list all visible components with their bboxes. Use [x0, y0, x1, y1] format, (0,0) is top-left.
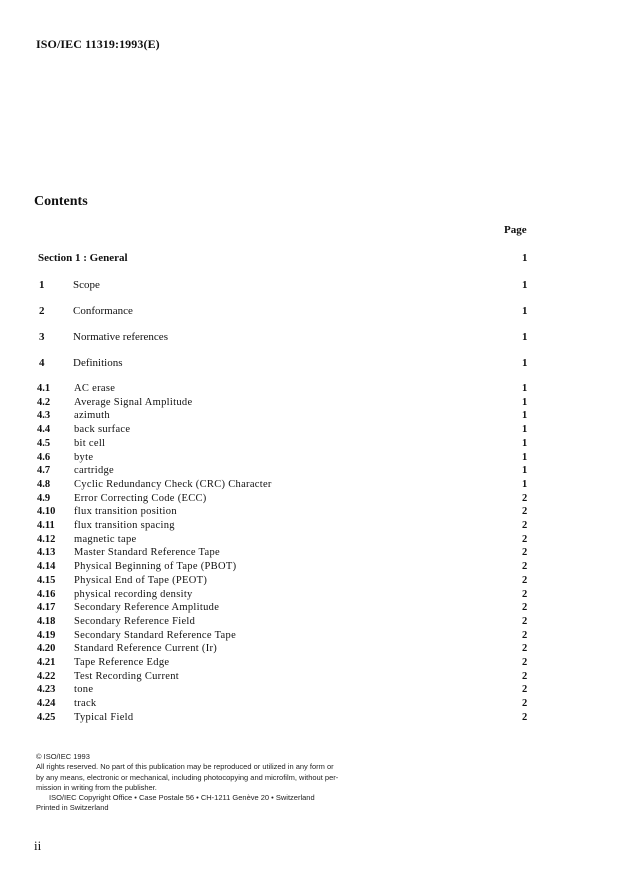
toc-sub-item [0, 396, 622, 409]
page-column-label: Page [504, 224, 527, 236]
toc-item-page: 2 [522, 506, 528, 518]
toc-item-title: Cyclic Redundancy Check (CRC) Character [74, 478, 272, 490]
toc-item-page: 2 [522, 602, 528, 614]
toc-item-page: 1 [522, 357, 528, 369]
toc-item-number: 4.24 [37, 698, 56, 710]
toc-item-number: 3 [39, 331, 45, 343]
toc-item-page: 1 [522, 396, 528, 408]
toc-sub-item [0, 519, 622, 532]
toc-item-page: 2 [522, 615, 528, 627]
toc-sub-item [0, 409, 622, 422]
toc-item-number: 4.6 [37, 451, 51, 463]
rights-line: All rights reserved. No part of this publication may be reproduced or utilized in any form or [36, 762, 334, 772]
toc-item-title: Master Standard Reference Tape [74, 547, 220, 559]
toc-item-number: 4.4 [37, 424, 51, 436]
toc-item-page: 1 [522, 451, 528, 463]
toc-item-title: Secondary Standard Reference Tape [74, 629, 237, 641]
printed-in-line: Printed in Switzerland [36, 803, 109, 813]
footer-page-number: ii [34, 838, 42, 853]
toc-item-page: 2 [522, 629, 528, 641]
toc-item-page: 2 [522, 547, 528, 559]
toc-item-number: 4.1 [37, 383, 51, 394]
toc-item-number: 4.22 [37, 670, 56, 682]
toc-item-title: Secondary Reference Field [74, 615, 196, 627]
toc-item-page: 2 [522, 574, 528, 586]
toc-item-number: 4.16 [37, 588, 56, 600]
section-page-number: 1 [522, 252, 528, 264]
copyright-notice [36, 752, 338, 814]
toc-item-page: 2 [522, 684, 528, 696]
toc-item-title: tone [74, 684, 94, 696]
toc-item-number: 4.14 [37, 561, 56, 573]
toc-item-title: azimuth [74, 410, 110, 422]
toc-sub-item [0, 492, 622, 505]
toc-item-number: 4.8 [37, 478, 51, 490]
toc-sub-item [0, 574, 622, 587]
toc-item-page: 1 [522, 478, 528, 490]
toc-item-page: 2 [522, 520, 528, 531]
toc-item-number: 2 [39, 305, 45, 317]
toc-item-page: 2 [522, 698, 528, 710]
toc-item-title: Conformance [73, 305, 133, 317]
toc-item-title: Physical End of Tape (PEOT) [74, 574, 208, 586]
toc-item-page: 2 [522, 533, 528, 545]
toc-item-page: 1 [522, 424, 528, 436]
toc-item-page: 2 [522, 561, 528, 573]
toc-sub-item [0, 437, 622, 450]
toc-item-page: 1 [522, 410, 528, 422]
toc-sub-item [0, 683, 622, 696]
toc-item-number: 4.17 [37, 602, 56, 614]
toc-item-title: Definitions [73, 357, 123, 369]
rights-line: by any means, electronic or mechanical, including photocopying and microfilm, without per- [36, 772, 339, 782]
toc-sub-item [0, 615, 622, 628]
toc-item-number: 4.21 [37, 657, 56, 668]
toc-sub-item [0, 642, 622, 655]
toc-item-title: Tape Reference Edge [74, 657, 170, 668]
toc-item-page: 1 [522, 465, 528, 477]
toc-item-page: 1 [522, 305, 528, 317]
toc-item-number: 4.12 [37, 533, 56, 545]
toc-item-number: 4.15 [37, 574, 56, 586]
toc-item-title: Error Correcting Code (ECC) [74, 492, 207, 504]
toc-main-item [0, 331, 622, 345]
toc-item-number: 4.7 [37, 465, 51, 477]
toc-item-title: Standard Reference Current (Ir) [74, 643, 218, 655]
contents-heading: Contents [34, 194, 88, 209]
copyright-line: © ISO/IEC 1993 [36, 752, 90, 761]
toc-sub-item [0, 560, 622, 573]
toc-sub-item [0, 423, 622, 436]
toc-item-number: 4.20 [37, 643, 56, 655]
toc-sub-item [0, 505, 622, 518]
toc-item-page: 2 [522, 657, 528, 668]
toc-item-title: Test Recording Current [74, 670, 180, 682]
toc-main-item [0, 357, 622, 371]
toc-item-number: 4.25 [37, 711, 56, 723]
toc-item-title: flux transition position [74, 506, 177, 518]
toc-sub-item [0, 656, 622, 669]
toc-sub-item [0, 546, 622, 559]
toc-sub-item [0, 629, 622, 642]
toc-item-number: 4 [39, 357, 45, 369]
toc-item-title: Secondary Reference Amplitude [74, 602, 220, 614]
toc-item-title: byte [74, 451, 94, 463]
toc-sub-item [0, 451, 622, 464]
toc-item-page: 1 [522, 279, 528, 291]
toc-item-title: cartridge [74, 465, 115, 477]
toc-item-number: 4.5 [37, 437, 51, 449]
toc-item-number: 4.19 [37, 629, 56, 641]
toc-item-page: 2 [522, 711, 528, 723]
toc-item-page: 2 [522, 670, 528, 682]
document-id-header: ISO/IEC 11319:1993(E) [36, 37, 160, 51]
toc-sub-item [0, 670, 622, 683]
toc-sub-item [0, 533, 622, 546]
toc-main-item [0, 279, 622, 293]
toc-item-number: 4.18 [37, 615, 56, 627]
toc-sub-item [0, 588, 622, 601]
toc-item-page: 1 [522, 383, 528, 394]
toc-item-title: bit cell [74, 437, 106, 449]
toc-item-number: 4.2 [37, 396, 51, 408]
toc-sub-item [0, 382, 622, 395]
toc-item-number: 4.13 [37, 547, 56, 559]
rights-line: mission in writing from the publisher. [36, 782, 157, 792]
toc-item-title: Scope [73, 279, 100, 291]
toc-item-number: 1 [39, 279, 45, 291]
toc-item-title: Physical Beginning of Tape (PBOT) [74, 561, 237, 573]
toc-item-title: Normative references [73, 331, 168, 343]
toc-item-page: 1 [522, 331, 528, 343]
toc-item-number: 4.11 [37, 520, 55, 531]
toc-item-title: physical recording density [74, 588, 193, 600]
toc-item-number: 4.3 [37, 410, 51, 422]
toc-sub-item [0, 711, 622, 724]
toc-item-page: 2 [522, 492, 528, 504]
toc-item-title: flux transition spacing [74, 520, 175, 531]
toc-sub-item [0, 601, 622, 614]
toc-sub-item [0, 464, 622, 477]
toc-item-number: 4.10 [37, 506, 56, 518]
toc-item-number: 4.23 [37, 684, 56, 696]
toc-item-title: back surface [74, 424, 131, 436]
toc-item-title: track [74, 698, 97, 710]
toc-sub-item [0, 478, 622, 491]
toc-main-item [0, 305, 622, 319]
toc-item-title: magnetic tape [74, 533, 137, 545]
toc-item-page: 1 [522, 437, 528, 449]
toc-item-page: 2 [522, 643, 528, 655]
copyright-office-address: ISO/IEC Copyright Office • Case Postale 56 • CH-1211 Genève 20 • Switzerland [49, 793, 315, 803]
toc-item-title: AC erase [74, 383, 116, 394]
toc-sub-item [0, 697, 622, 710]
toc-item-page: 2 [522, 588, 528, 600]
toc-item-title: Average Signal Amplitude [74, 396, 193, 408]
toc-item-number: 4.9 [37, 492, 51, 504]
toc-item-title: Typical Field [74, 711, 134, 723]
section-title: Section 1 : General [38, 252, 128, 264]
